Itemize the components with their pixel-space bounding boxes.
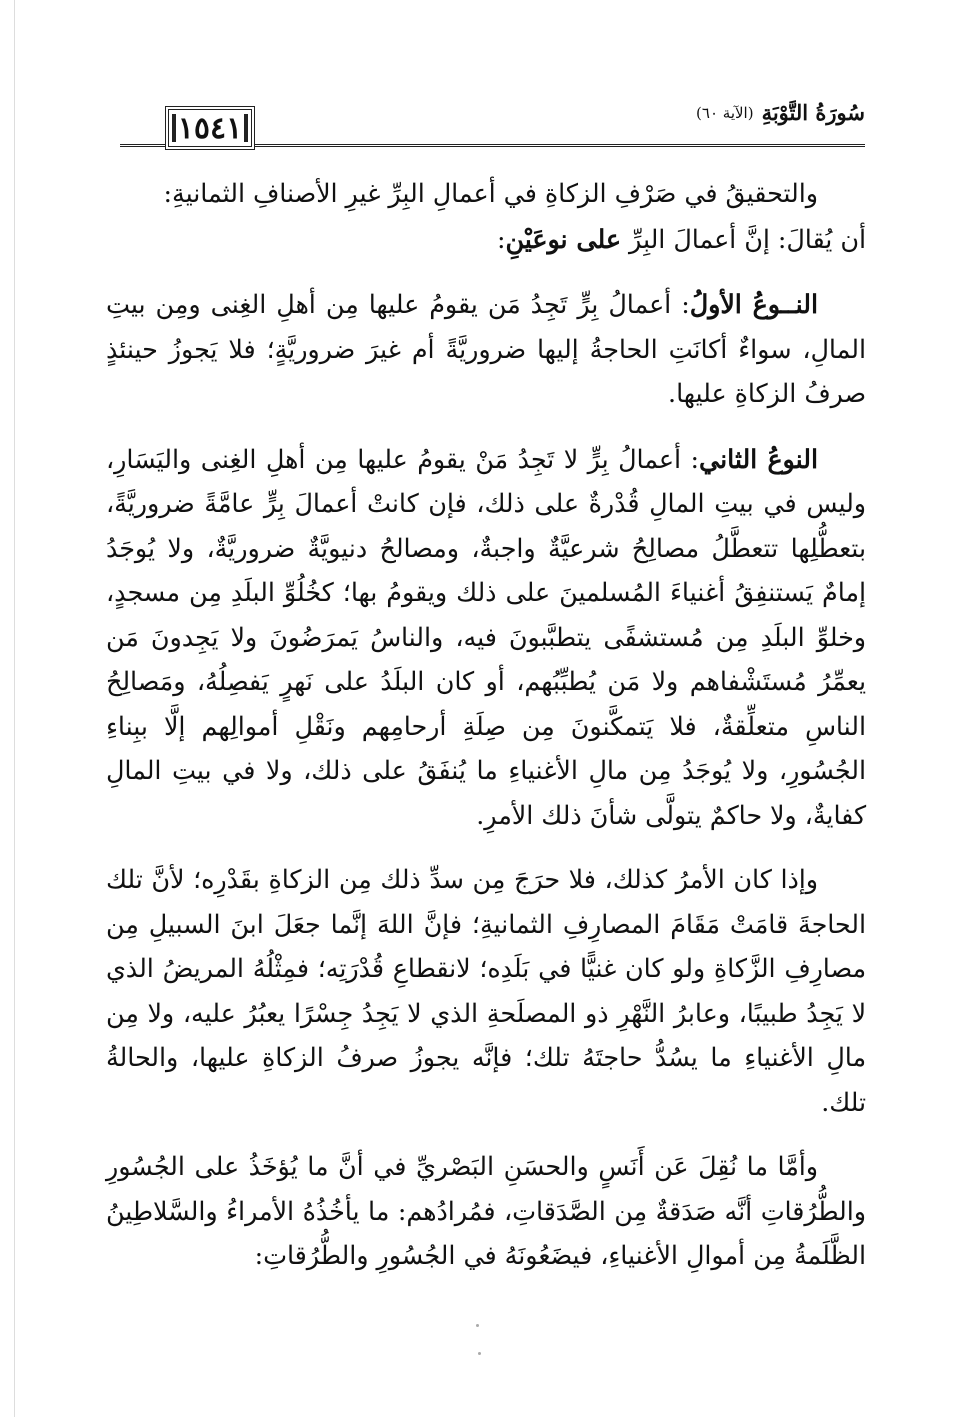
paragraph-5-text: وأمَّا ما نُقِلَ عَن أَنَسٍ والحسَنِ البَصْريِّ في أنَّ ما يُؤخَذُ على الجُسُورِ والطُّرُقاتِ أنَّه صَدَقةٌ مِن الصَّدَقاتِ، فمُرادُهم: ما يأخُذُهُ الأمراءُ والسَّلاطِينُ الظَّلَمةُ مِن أموالِ الأغنياءِ، فيضَعُونَهُ في الجُسُورِ والطُّرُقاتِ: <box>106 1152 866 1270</box>
book-content <box>106 172 866 1279</box>
scan-edge-line <box>14 0 15 1417</box>
paragraph-1-line-2-prefix: أن يُقالَ: إنَّ أعمالَ البِرِّ <box>629 224 866 254</box>
surah-title <box>615 100 865 138</box>
paragraph-5 <box>106 1145 866 1279</box>
paragraph-1 <box>106 172 866 262</box>
page-number-box <box>165 106 255 150</box>
paragraph-1-line-2-suffix: : <box>496 224 506 254</box>
second-type-heading: النوعُ الثاني <box>699 443 818 474</box>
first-type-text: : أعمالُ بِرٍّ تَجِدُ مَن يقومُ عليها مِن أهلِ الغِنى ومِن بيتِ المالِ، سواءٌ أكانَتِ الحاجةُ إليها ضروريَّةً أم غيرَ ضروريَّةٍ؛ فلا يَجوزُ حينئذٍ صرفُ الزكاةِ عليها. <box>106 290 866 408</box>
page-number: ١٥٤١ <box>177 110 243 146</box>
page-header <box>120 98 865 156</box>
scan-dot <box>476 1324 479 1327</box>
paragraph-3 <box>106 437 866 839</box>
paragraph-1-line-1: والتحقيقُ في صَرْفِ الزكاةِ في أعمالِ البِرِّ غيرِ الأصنافِ الثمانيةِ: <box>163 179 818 208</box>
paragraph-1-line-2-bold: على نوعَيْنِ <box>505 223 621 254</box>
first-type-heading: النــوعُ الأولُ <box>689 289 818 319</box>
verse-reference: (الآية ٦٠) <box>696 104 754 122</box>
paragraph-2 <box>106 282 866 417</box>
second-type-text: : أعمالُ بِرٍّ لا تَجِدُ مَنْ يقومُ عليها مِن أهلِ الغِنى واليَسَارِ، وليس في بيتِ المالِ قُدْرةٌ على ذلك، فإن كانتْ أعمالَ بِرٍّ عامَّةً ضروريَّةً، بتعطُّلِها تتعطَّلُ مصالِحُ شرعيَّةٌ واجبةٌ، ومصالحُ دنيويَّةٌ ضروريَّةٌ، ولا يُوجَدُ إمامٌ يَستنفِقُ أغنياءَ المُسلمينَ على ذلك ويقومُ بها؛ كخُلُوِّ البلَدِ مِن مسجدٍ، وخلوِّ البلَدِ مِن مُستشفًى يتطبَّبونَ فيه، والناسُ يَمرَضُونَ ولا يَجِدونَ مَن يعمِّرُ مُستَشْفاهم ولا مَن يُطبِّبُهم، أو كان البلَدُ على نَهرٍ يَفصِلُهُ، ومَصالِحُ الناسِ متعلِّقةٌ، فلا يَتمكَّنونَ مِن صِلَةِ أرحامِهم ونَقْلِ أموالِهم إلَّا ببِناءِ الجُسُورِ، ولا يُوجَدُ مِن مالِ الأغنياءِ ما يُنفَقُ على ذلك، ولا في بيتِ المالِ كفايةٌ، ولا حاكمٌ يتولَّى شأنَ ذلك الأمرِ. <box>106 444 866 830</box>
scan-dot <box>478 1352 481 1355</box>
paragraph-4 <box>106 858 866 1125</box>
paragraph-4-text: وإذا كان الأمرُ كذلك، فلا حرَجَ مِن سدِّ ذلك مِن الزكاةِ بقَدْرِه؛ لأنَّ تلك الحاجةَ قامَتْ مَقَامَ المصارِفِ الثمانيةِ؛ فإنَّ اللهَ إنَّما جعَلَ ابنَ السبيلِ مِن مصارِفِ الزَّكاةِ ولو كان غنيًّا في بَلَدِه؛ لانقطاعِ قُدْرَتِه؛ فمِثْلُهُ المريضُ الذي لا يَجِدُ طبيبًا، وعابرُ النَّهْرِ ذو المصلَحةِ الذي لا يَجِدُ جِسْرًا يعبُرُ عليه، ولا مِن مالِ الأغنياءِ ما يسُدُّ حاجتَهُ تلك؛ فإنَّه يجوزُ صرفُ الزكاةِ عليها، والحالةُ تلك. <box>106 865 866 1117</box>
surah-name: سُورَةُ التَّوْبَةِ <box>761 100 865 125</box>
